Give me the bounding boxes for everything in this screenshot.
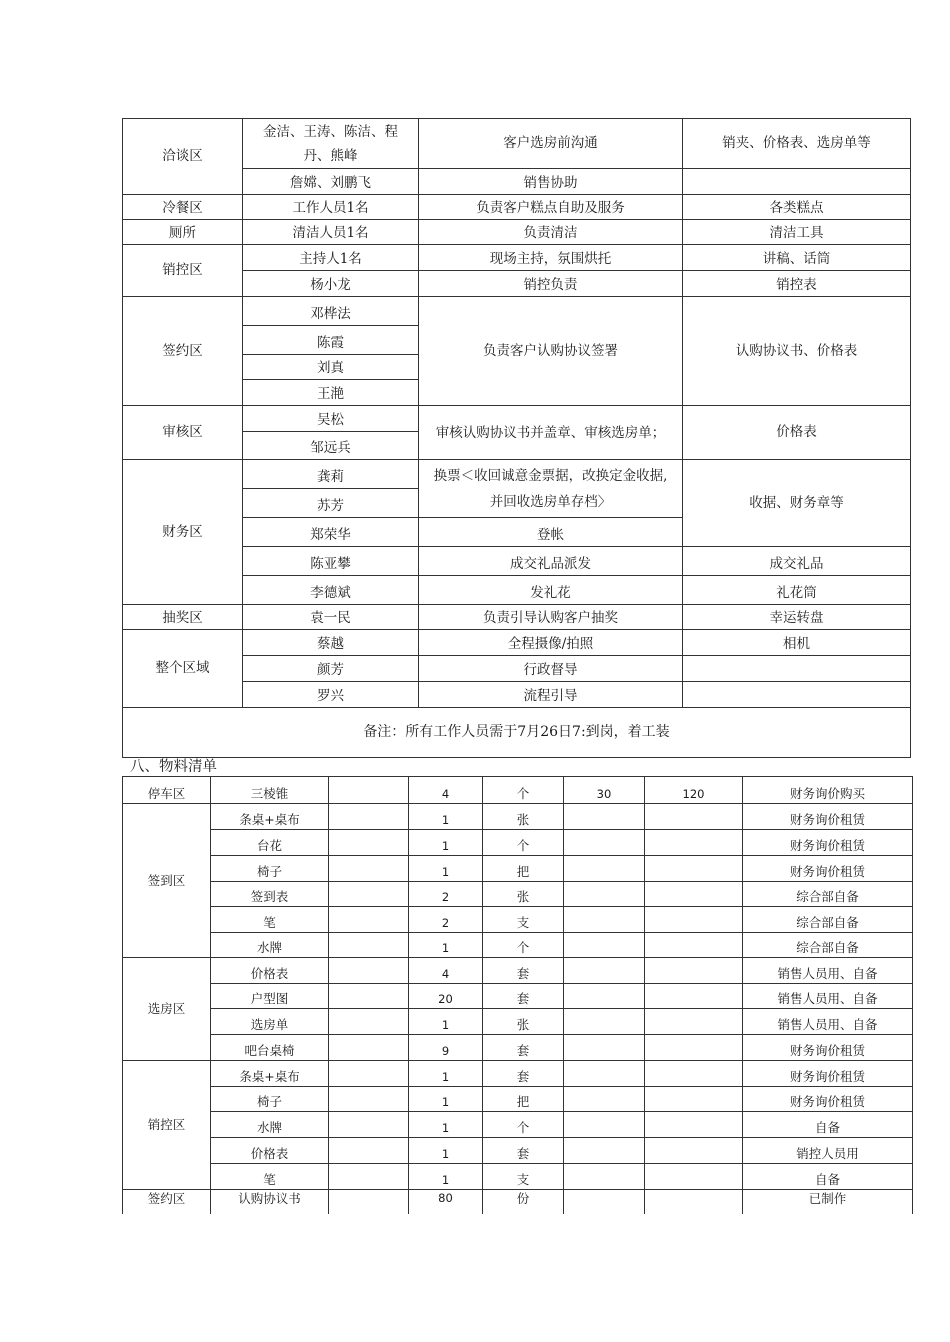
qty-cell: 1 — [409, 830, 483, 856]
remark-cell: 销售人员用、自备 — [743, 1009, 913, 1035]
blank-cell — [564, 1112, 645, 1138]
zone-cell: 签约区 — [123, 1190, 211, 1214]
blank-cell — [564, 1138, 645, 1164]
section-title: 八、物料清单 — [130, 759, 217, 775]
materials-cell: 各类糕点 — [683, 195, 911, 220]
zone-cell: 签到区 — [123, 804, 211, 958]
remark-cell: 综合部自备 — [743, 933, 913, 958]
remark-cell: 财务询价租赁 — [743, 1061, 913, 1087]
blank-cell — [564, 984, 645, 1009]
people-cell: 刘真 — [243, 355, 419, 380]
people-cell: 王滟 — [243, 380, 419, 406]
materials-cell: 收据、财务章等 — [683, 460, 911, 547]
people-cell: 袁一民 — [243, 605, 419, 630]
table-row — [123, 984, 913, 1009]
blank-cell — [645, 907, 743, 933]
qty-cell: 4 — [409, 958, 483, 984]
table-row — [123, 119, 911, 169]
blank-cell — [329, 777, 409, 804]
qty-cell: 1 — [409, 1061, 483, 1087]
zone-cell: 厕所 — [123, 220, 243, 245]
table-row — [123, 1087, 913, 1112]
blank-cell — [645, 830, 743, 856]
table-row — [123, 460, 911, 489]
people-cell: 龚莉 — [243, 460, 419, 489]
item-cell: 吧台桌椅 — [211, 1035, 329, 1061]
qty-cell: 80 — [409, 1190, 483, 1214]
blank-cell — [329, 1138, 409, 1164]
task-cell: 行政督导 — [419, 656, 683, 682]
table-row — [123, 1164, 913, 1190]
materials-cell: 礼花筒 — [683, 576, 911, 605]
people-cell: 邹远兵 — [243, 432, 419, 460]
task-cell: 登帐 — [419, 518, 683, 547]
blank-cell — [329, 933, 409, 958]
blank-cell — [645, 1061, 743, 1087]
unit-cell: 份 — [483, 1190, 564, 1214]
blank-cell — [645, 958, 743, 984]
zone-cell: 签约区 — [123, 297, 243, 406]
blank-cell — [564, 933, 645, 958]
remark-cell: 综合部自备 — [743, 882, 913, 907]
table-row — [123, 777, 913, 804]
task-cell: 换票＜收回诚意金票据，改换定金收据,并回收选房单存档〉 — [419, 460, 683, 518]
people-cell: 詹嫦、刘鹏飞 — [243, 169, 419, 195]
zone-cell: 冷餐区 — [123, 195, 243, 220]
blank-cell — [564, 958, 645, 984]
qty-cell: 1 — [409, 1112, 483, 1138]
blank-cell — [329, 1009, 409, 1035]
item-cell: 条桌+桌布 — [211, 804, 329, 830]
table-row — [123, 1138, 913, 1164]
materials-cell: 认购协议书、价格表 — [683, 297, 911, 406]
blank-cell — [564, 804, 645, 830]
blank-cell — [645, 1035, 743, 1061]
blank-cell — [645, 804, 743, 830]
people-cell: 苏芳 — [243, 489, 419, 518]
item-cell: 椅子 — [211, 1087, 329, 1112]
blank-cell — [645, 1009, 743, 1035]
task-cell: 销控负责 — [419, 271, 683, 297]
table-row — [123, 630, 911, 656]
blank-cell — [564, 1190, 645, 1214]
people-cell: 吴松 — [243, 406, 419, 432]
unit-cell: 张 — [483, 1009, 564, 1035]
staff-note: 备注：所有工作人员需于7月26日7:到岗，着工装 — [123, 708, 911, 758]
blank-cell — [564, 907, 645, 933]
table-row — [123, 708, 911, 758]
blank-cell — [329, 907, 409, 933]
blank-cell — [329, 1164, 409, 1190]
task-cell: 销售协助 — [419, 169, 683, 195]
qty-cell: 1 — [409, 1164, 483, 1190]
remark-cell: 自备 — [743, 1164, 913, 1190]
people-cell: 罗兴 — [243, 682, 419, 708]
task-cell: 全程摄像/拍照 — [419, 630, 683, 656]
item-cell: 认购协议书 — [211, 1190, 329, 1214]
unit-cell: 个 — [483, 777, 564, 804]
unit-cell: 张 — [483, 882, 564, 907]
people-cell: 邓桦法 — [243, 297, 419, 326]
blank-cell — [564, 1061, 645, 1087]
task-cell: 审核认购协议书并盖章、审核选房单； — [419, 406, 683, 460]
task-cell: 负责客户认购协议签署 — [419, 297, 683, 406]
item-cell: 台花 — [211, 830, 329, 856]
unit-cell: 支 — [483, 907, 564, 933]
blank-cell — [564, 882, 645, 907]
blank-cell — [329, 804, 409, 830]
task-cell: 成交礼品派发 — [419, 547, 683, 576]
table-row — [123, 830, 913, 856]
blank-cell — [645, 1190, 743, 1214]
people-cell: 工作人员1名 — [243, 195, 419, 220]
blank-cell — [645, 1087, 743, 1112]
materials-cell: 幸运转盘 — [683, 605, 911, 630]
unit-cell: 支 — [483, 1164, 564, 1190]
qty-cell: 1 — [409, 856, 483, 882]
people-cell: 陈霞 — [243, 326, 419, 355]
zone-cell: 销控区 — [123, 1061, 211, 1190]
item-cell: 水牌 — [211, 1112, 329, 1138]
remark-cell: 综合部自备 — [743, 907, 913, 933]
item-cell: 价格表 — [211, 1138, 329, 1164]
item-cell: 椅子 — [211, 856, 329, 882]
materials-cell: 成交礼品 — [683, 547, 911, 576]
people-cell: 金洁、王涛、陈洁、程丹、熊峰 — [243, 119, 419, 169]
blank-cell — [329, 984, 409, 1009]
materials-cell — [683, 656, 911, 682]
task-cell: 负责引导认购客户抽奖 — [419, 605, 683, 630]
remark-cell: 销控人员用 — [743, 1138, 913, 1164]
qty-cell: 1 — [409, 1087, 483, 1112]
table-row — [123, 1112, 913, 1138]
remark-cell: 财务询价租赁 — [743, 856, 913, 882]
people-cell: 蔡越 — [243, 630, 419, 656]
price-cell: 30 — [564, 777, 645, 804]
zone-cell: 财务区 — [123, 460, 243, 605]
table-row — [123, 1035, 913, 1061]
zone-cell: 抽奖区 — [123, 605, 243, 630]
qty-cell: 1 — [409, 1009, 483, 1035]
table-row — [123, 907, 913, 933]
table-row — [123, 245, 911, 271]
table-row — [123, 882, 913, 907]
table-row — [123, 1190, 913, 1214]
qty-cell: 9 — [409, 1035, 483, 1061]
materials-cell: 销控表 — [683, 271, 911, 297]
people-cell: 陈亚攀 — [243, 547, 419, 576]
people-cell: 颜芳 — [243, 656, 419, 682]
remark-cell: 财务询价租赁 — [743, 1087, 913, 1112]
unit-cell: 套 — [483, 984, 564, 1009]
blank-cell — [645, 1138, 743, 1164]
remark-cell: 自备 — [743, 1112, 913, 1138]
blank-cell — [564, 830, 645, 856]
blank-cell — [329, 958, 409, 984]
total-cell: 120 — [645, 777, 743, 804]
unit-cell: 套 — [483, 1138, 564, 1164]
item-cell: 价格表 — [211, 958, 329, 984]
qty-cell: 2 — [409, 907, 483, 933]
materials-cell: 讲稿、话筒 — [683, 245, 911, 271]
blank-cell — [564, 1009, 645, 1035]
item-cell: 笔 — [211, 907, 329, 933]
blank-cell — [329, 1190, 409, 1214]
blank-cell — [564, 1164, 645, 1190]
blank-cell — [329, 1035, 409, 1061]
task-cell: 现场主持，氛围烘托 — [419, 245, 683, 271]
materials-cell — [683, 169, 911, 195]
people-cell: 郑荣华 — [243, 518, 419, 547]
blank-cell — [564, 1035, 645, 1061]
blank-cell — [645, 856, 743, 882]
remark-cell: 已制作 — [743, 1190, 913, 1214]
table-row — [123, 958, 913, 984]
zone-cell: 整个区域 — [123, 630, 243, 708]
table-row — [123, 933, 913, 958]
blank-cell — [645, 933, 743, 958]
task-cell: 发礼花 — [419, 576, 683, 605]
unit-cell: 把 — [483, 856, 564, 882]
blank-cell — [329, 1087, 409, 1112]
remark-cell: 财务询价购买 — [743, 777, 913, 804]
unit-cell: 把 — [483, 1087, 564, 1112]
people-cell: 主持人1名 — [243, 245, 419, 271]
unit-cell: 个 — [483, 830, 564, 856]
blank-cell — [329, 856, 409, 882]
task-cell: 流程引导 — [419, 682, 683, 708]
item-cell: 水牌 — [211, 933, 329, 958]
blank-cell — [645, 984, 743, 1009]
table-row — [123, 804, 913, 830]
remark-cell: 销售人员用、自备 — [743, 984, 913, 1009]
blank-cell — [329, 830, 409, 856]
materials-cell: 销夹、价格表、选房单等 — [683, 119, 911, 169]
task-cell: 客户选房前沟通 — [419, 119, 683, 169]
zone-cell: 选房区 — [123, 958, 211, 1061]
table-row — [123, 856, 913, 882]
staff-assignment-table — [122, 118, 911, 758]
table-row — [123, 195, 911, 220]
item-cell: 户型图 — [211, 984, 329, 1009]
qty-cell: 20 — [409, 984, 483, 1009]
unit-cell: 套 — [483, 958, 564, 984]
blank-cell — [645, 1164, 743, 1190]
blank-cell — [564, 856, 645, 882]
table-row — [123, 605, 911, 630]
people-cell: 杨小龙 — [243, 271, 419, 297]
qty-cell: 2 — [409, 882, 483, 907]
materials-cell: 相机 — [683, 630, 911, 656]
remark-cell: 财务询价租赁 — [743, 804, 913, 830]
unit-cell: 张 — [483, 804, 564, 830]
blank-cell — [564, 1087, 645, 1112]
unit-cell: 套 — [483, 1035, 564, 1061]
task-cell: 负责客户糕点自助及服务 — [419, 195, 683, 220]
blank-cell — [329, 1112, 409, 1138]
remark-cell: 财务询价租赁 — [743, 830, 913, 856]
blank-cell — [645, 882, 743, 907]
zone-cell: 停车区 — [123, 777, 211, 804]
qty-cell: 1 — [409, 1138, 483, 1164]
item-cell: 选房单 — [211, 1009, 329, 1035]
item-cell: 条桌+桌布 — [211, 1061, 329, 1087]
table-row — [123, 406, 911, 432]
remark-cell: 销售人员用、自备 — [743, 958, 913, 984]
materials-cell: 价格表 — [683, 406, 911, 460]
qty-cell: 1 — [409, 804, 483, 830]
table-row — [123, 297, 911, 326]
table-row — [123, 1009, 913, 1035]
qty-cell: 4 — [409, 777, 483, 804]
people-cell: 清洁人员1名 — [243, 220, 419, 245]
blank-cell — [329, 882, 409, 907]
table-row — [123, 220, 911, 245]
zone-cell: 审核区 — [123, 406, 243, 460]
table-row — [123, 1061, 913, 1087]
people-cell: 李德斌 — [243, 576, 419, 605]
material-list-table — [122, 776, 913, 1214]
unit-cell: 个 — [483, 933, 564, 958]
item-cell: 笔 — [211, 1164, 329, 1190]
unit-cell: 套 — [483, 1061, 564, 1087]
materials-cell — [683, 682, 911, 708]
item-cell: 三棱锥 — [211, 777, 329, 804]
item-cell: 签到表 — [211, 882, 329, 907]
blank-cell — [329, 1061, 409, 1087]
qty-cell: 1 — [409, 933, 483, 958]
remark-cell: 财务询价租赁 — [743, 1035, 913, 1061]
task-cell: 负责清洁 — [419, 220, 683, 245]
materials-cell: 清洁工具 — [683, 220, 911, 245]
zone-cell: 销控区 — [123, 245, 243, 297]
zone-cell: 洽谈区 — [123, 119, 243, 195]
unit-cell: 个 — [483, 1112, 564, 1138]
blank-cell — [645, 1112, 743, 1138]
